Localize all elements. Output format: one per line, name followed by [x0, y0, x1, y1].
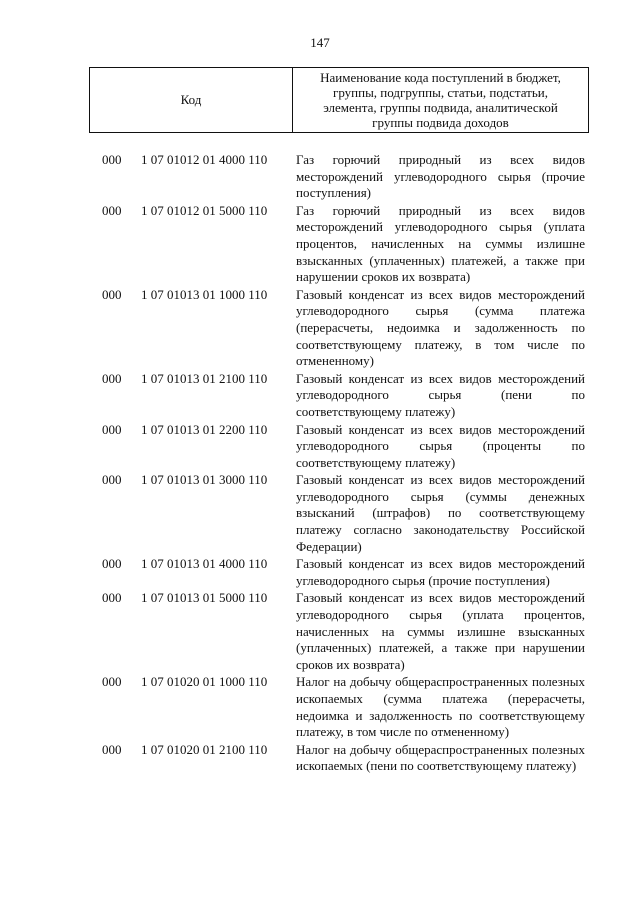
income-name: Газовый конденсат из всех видов месторождений углеводородного сырья (проценты по соответствующему платежу) — [296, 421, 585, 470]
income-name: Налог на добычу общераспространенных полезных ископаемых (пени по соответствующему платежу) — [296, 741, 585, 774]
income-code: 1 07 01013 01 3000 110 — [141, 472, 268, 488]
admin-code: 000 — [102, 590, 122, 606]
income-name: Газовый конденсат из всех видов месторождений углеводородного сырья (пени по соответствующему платежу) — [296, 370, 585, 419]
admin-code: 000 — [102, 370, 122, 386]
income-name: Налог на добычу общераспространенных полезных ископаемых (сумма платежа (перерасчеты, недоимка и задолженность по соответствующему платежу, в том числе по отмененному) — [296, 674, 585, 740]
income-code: 1 07 01013 01 5000 110 — [141, 590, 268, 606]
table-row — [0, 203, 640, 286]
income-code: 1 07 01020 01 2100 110 — [141, 741, 268, 757]
admin-code: 000 — [102, 472, 122, 488]
table-header — [89, 67, 589, 133]
admin-code: 000 — [102, 741, 122, 757]
page-number: 147 — [310, 35, 330, 50]
table-row — [0, 556, 640, 589]
income-code: 1 07 01013 01 4000 110 — [141, 556, 268, 572]
income-code: 1 07 01013 01 2200 110 — [141, 421, 268, 437]
admin-code: 000 — [102, 674, 122, 690]
code-column-header: Код — [90, 68, 293, 132]
table-row — [0, 674, 640, 740]
income-code: 1 07 01012 01 4000 110 — [141, 152, 268, 167]
income-name: Газовый конденсат из всех видов месторождений углеводородного сырья (прочие поступления) — [296, 556, 585, 588]
income-code: 1 07 01020 01 1000 110 — [141, 674, 268, 690]
income-code: 1 07 01012 01 5000 110 — [141, 202, 268, 218]
admin-code: 000 — [102, 286, 122, 302]
income-name: Газ горючий природный из всех видов месторождений углеводородного сырья (прочие поступления) — [296, 152, 585, 201]
income-name: Газовый конденсат из всех видов месторождений углеводородного сырья (суммы денежных взысканий (штрафов) по соответствующему платежу согласно законодательству Российской Федерации) — [296, 472, 585, 554]
income-name: Газ горючий природный из всех видов месторождений углеводородного сырья (уплата процентов, начисленных на суммы излишне взысканных (уплаченных) платежей, а также при нарушении сроков их возврата) — [296, 202, 585, 285]
name-column-header: Наименование кода поступлений в бюджет, группы, подгруппы, статьи, подстатьи, элемента, группы подвида, аналитической группы подвида доходов — [320, 70, 561, 130]
admin-code: 000 — [102, 202, 122, 218]
table-row — [0, 287, 640, 370]
table-row — [0, 422, 640, 472]
admin-code: 000 — [102, 152, 122, 167]
admin-code: 000 — [102, 421, 122, 437]
income-code: 1 07 01013 01 1000 110 — [141, 286, 268, 302]
table-row — [0, 371, 640, 421]
admin-code: 000 — [102, 556, 122, 572]
income-code: 1 07 01013 01 2100 110 — [141, 370, 268, 386]
income-code-list — [0, 152, 640, 776]
income-name: Газовый конденсат из всех видов месторождений углеводородного сырья (сумма платежа (перерасчеты, недоимка и задолженность по соответствующему платежу, в том числе по отмененному) — [296, 286, 585, 369]
income-name: Газовый конденсат из всех видов месторождений углеводородного сырья (уплата процентов, начисленных на суммы излишне взысканных (уплаченных) платежей, а также при нарушении сроков их возврата) — [296, 590, 585, 672]
table-row — [0, 742, 640, 775]
table-row — [0, 152, 640, 202]
table-row — [0, 472, 640, 555]
table-row — [0, 590, 640, 673]
